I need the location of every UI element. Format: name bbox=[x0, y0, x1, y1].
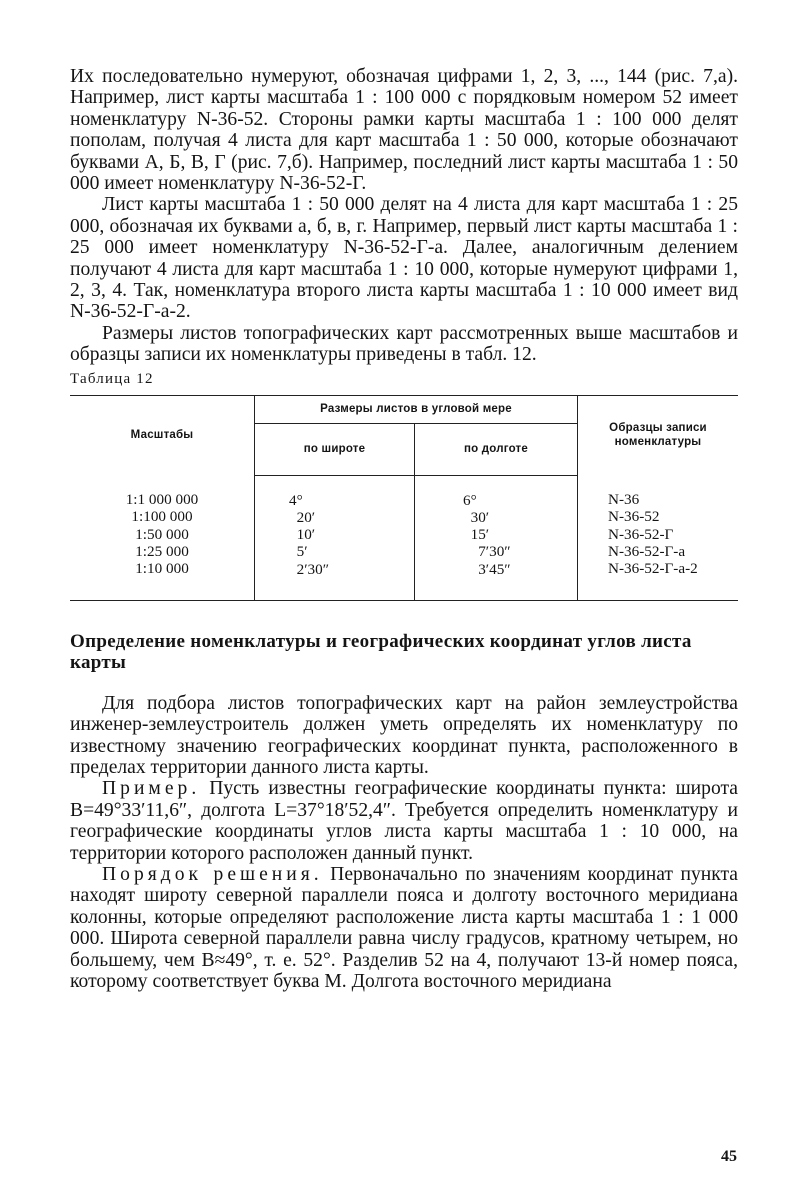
table-cell: 20′ bbox=[289, 508, 316, 526]
table-cell: 1:10 000 bbox=[135, 560, 189, 577]
section-heading: Определение номенклатуры и географических координат углов листа карты bbox=[70, 630, 692, 673]
column-nomenclature bbox=[578, 475, 739, 600]
table-cell: 30′ bbox=[463, 508, 490, 526]
table-cell: N-36-52-Г bbox=[608, 525, 674, 543]
table-cell: N-36-52 bbox=[608, 508, 660, 526]
paragraph-division: Лист карты масштаба 1 : 50 000 делят на 4 листа для карт масштаба 1 : 25 000, обозначая их буквами а, б, в, г. Например, первый лист карты масштаба 1 : 25 000 имеет номенклатуру N-36-52-Г-а. Далее, аналогичным делением получают 4 листа для карт масштаба 1 : 10 000, которые нумеруют цифрами 1, 2, 3, 4. Так, номенклатура второго листа карты масштаба 1 : 10 000 имеет вид N-36-52-Г-а-2. bbox=[70, 194, 738, 323]
table-12 bbox=[70, 395, 738, 601]
paragraph-numbering: Их последовательно нумеруют, обозначая цифрами 1, 2, 3, ..., 144 (рис. 7,а). Например, лист карты масштаба 1 : 100 000 с порядковым номером 52 имеет номенклатуру N-36-52. Стороны рамки карты масштаба 1 : 100 000 делят пополам, получая 4 листа для карт масштаба 1 : 50 000, которые обозначают буквами А, Б, В, Г (рис. 7,б). Например, последний лист карты масштаба 1 : 50 000 имеет номенклатуру N-36-52-Г. bbox=[70, 66, 738, 195]
table-cell: 1:100 000 bbox=[131, 508, 193, 526]
table-cell: 6° bbox=[463, 491, 477, 509]
paragraph-example bbox=[70, 778, 738, 864]
table-cell: N-36-52-Г-а bbox=[608, 542, 686, 560]
header-angular-size: Размеры листов в угловой мере bbox=[255, 396, 578, 424]
table-cell: N-36 bbox=[608, 491, 640, 509]
table-cell: N-36-52-Г-а-2 bbox=[608, 560, 698, 577]
table-label: Таблица 12 bbox=[70, 370, 154, 387]
header-scale: Масштабы bbox=[70, 396, 255, 476]
paragraph-solution bbox=[70, 864, 738, 992]
table-cell: 15′ bbox=[463, 526, 490, 544]
paragraph-table-reference: Размеры листов топографических карт рассмотренных выше масштабов и образцы записи их номенклатуры приведены в табл. 12. bbox=[70, 322, 738, 366]
paragraph-purpose: Для подбора листов топографических карт на район землеустройства инженер-землеустроитель должен уметь определять их номенклатуру по известному значению географических координат пункта, расположенного в пределах территории данного листа карты. bbox=[70, 692, 738, 778]
table-cell: 7′30″ bbox=[463, 543, 511, 561]
header-nomenclature bbox=[578, 396, 739, 476]
header-latitude: по широте bbox=[255, 423, 415, 475]
header-nomenclature-text: Образцы записи номенклатуры bbox=[609, 422, 707, 449]
table-cell: 1:50 000 bbox=[135, 525, 189, 543]
example-text: Пусть известны географические координаты пункта: широта B=49°33′11,6″, долгота L=37°18′52,4″. Требуется определить номенклатуру и географические координаты углов листа карты масштаба 1 : 10 000, на территории которого расположен данный пункт. bbox=[70, 778, 738, 864]
table-cell: 4° bbox=[289, 491, 303, 509]
page-number: 45 bbox=[721, 1148, 737, 1165]
book-page bbox=[70, 66, 738, 992]
table-cell: 1:1 000 000 bbox=[125, 491, 199, 509]
column-longitude bbox=[415, 475, 578, 600]
solution-text: Первоначально по значениям координат пункта находят широту северной параллели пояса и долготу восточного меридиана колонны, которые определяют расположение листа карты масштаба 1 : 1 000 000. Широта северной параллели равна числу градусов, кратному четырем, но большему, чем B≈49°, т. е. 52°. Разделив 52 на 4, получают 13-й номер пояса, которому соответствует буква М. Долгота восточного меридиана bbox=[70, 863, 738, 992]
example-label: Пример. bbox=[102, 778, 201, 800]
table-cell: 5′ bbox=[289, 543, 308, 561]
column-scales bbox=[70, 475, 255, 600]
header-longitude: по долготе bbox=[415, 423, 578, 475]
table-cell: 10′ bbox=[289, 526, 316, 544]
column-latitude bbox=[255, 475, 415, 600]
table-cell: 1:25 000 bbox=[135, 542, 189, 560]
solution-label: Порядок решения. bbox=[102, 863, 323, 885]
table-cell: 2′30″ bbox=[289, 560, 330, 578]
table-cell: 3′45″ bbox=[463, 560, 511, 578]
